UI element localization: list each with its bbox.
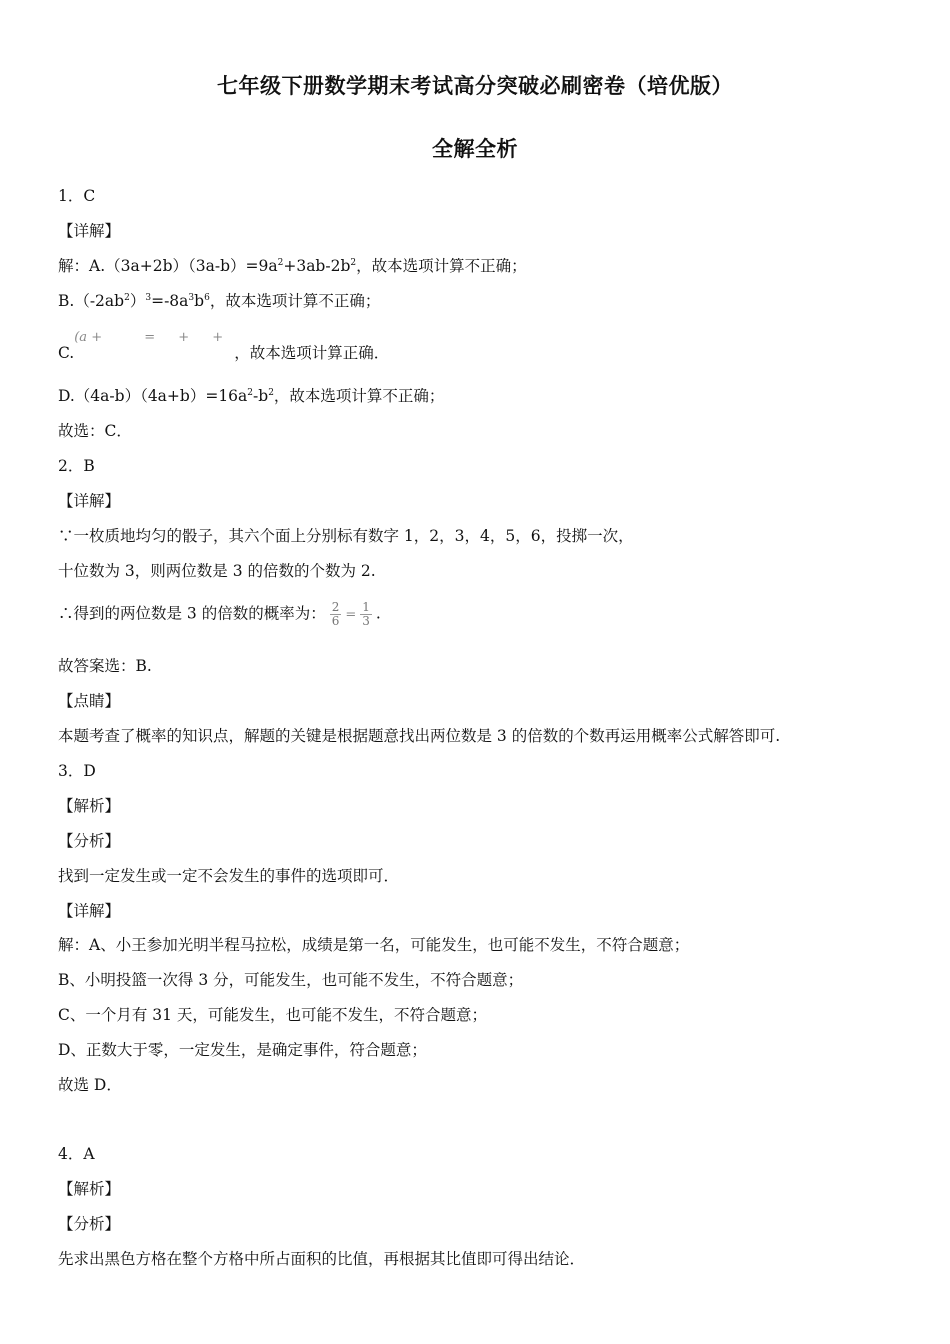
q2-tag-2: 【点睛】 [58,692,121,710]
q3-tag-1: 【解析】 [58,797,121,815]
q3-option-b: B、小明投篮一次得 3 分，可能发生，也可能不发生，不符合题意； [58,971,524,989]
fraction-1-3: $\frac{1}{3}$ [362,600,370,628]
q3-answer: 故选 D． [58,1076,122,1094]
q1-option-a: 解：$A.(3a+2b)(3a-b)=9a^2+3ab-2b^2$，故本选项计算不正确； [58,257,527,275]
q2-tag: 【详解】 [58,492,121,510]
q4-analysis: 先求出黑色方格在整个方格中所占面积的比值，再根据其比值即可得出结论． [58,1250,586,1268]
q2-line-2: 十位数为 3，则两位数是 3 的倍数的个数为 2. [58,562,376,580]
q2-line-1: ∵一枚质地均匀的骰子，其六个面上分别标有数字 1，2，3，4，5，6，投掷一次， [58,527,634,545]
q3-tag-3: 【详解】 [58,902,121,920]
q1-option-b: $B.(-2ab^2)^3=-8a^3b^6$，故本选项计算不正确； [58,292,381,310]
fraction-2-6: $\frac{2}{6}$ [331,600,340,628]
q2-comment: 本题考查了概率的知识点，解题的关键是根据题意找出两位数是 3 的倍数的个数再运用概率公式解答即可. [58,727,781,745]
q1-option-d: $D.(4a-b)(4a+b)=16a^2-b^2$，故本选项计算不正确； [58,387,445,405]
q4-tag-2: 【分析】 [58,1215,121,1233]
q2-line-3: ∴得到的两位数是 3 的倍数的概率为： $\frac{2}{6}$ = $\frac{1}{3}$ . [58,600,381,628]
q3-option-a: 解：A、小王参加光明半程马拉松，成绩是第一名，可能发生，也可能不发生，不符合题意； [58,936,690,954]
q2-answer: 故答案选：B. [58,657,152,675]
q3-tag-2: 【分析】 [58,832,121,850]
q4-tag-1: 【解析】 [58,1180,121,1198]
document-title: 七年级下册数学期末考试高分突破必刷密卷（培优版） [217,73,733,98]
q2-number: 2．B [58,457,95,475]
q1-answer: 故选：C． [58,422,132,440]
q1-tag: 【详解】 [58,222,121,240]
q1-c-formula: (a + = + + [74,330,224,345]
q1-option-c: C. (a + = + + ，故本选项计算正确． [58,330,390,362]
q3-option-c: C、一个月有 31 天，可能发生，也可能不发生，不符合题意； [58,1006,487,1024]
q4-number: 4．A [58,1145,95,1163]
q3-option-d: D、正数大于零，一定发生，是确定事件，符合题意； [58,1041,427,1059]
q3-analysis: 找到一定发生或一定不会发生的事件的选项即可． [58,867,400,885]
document-subtitle: 全解全析 [432,136,518,161]
q1-number: 1．C [58,187,96,205]
q3-number: 3．D [58,762,96,780]
